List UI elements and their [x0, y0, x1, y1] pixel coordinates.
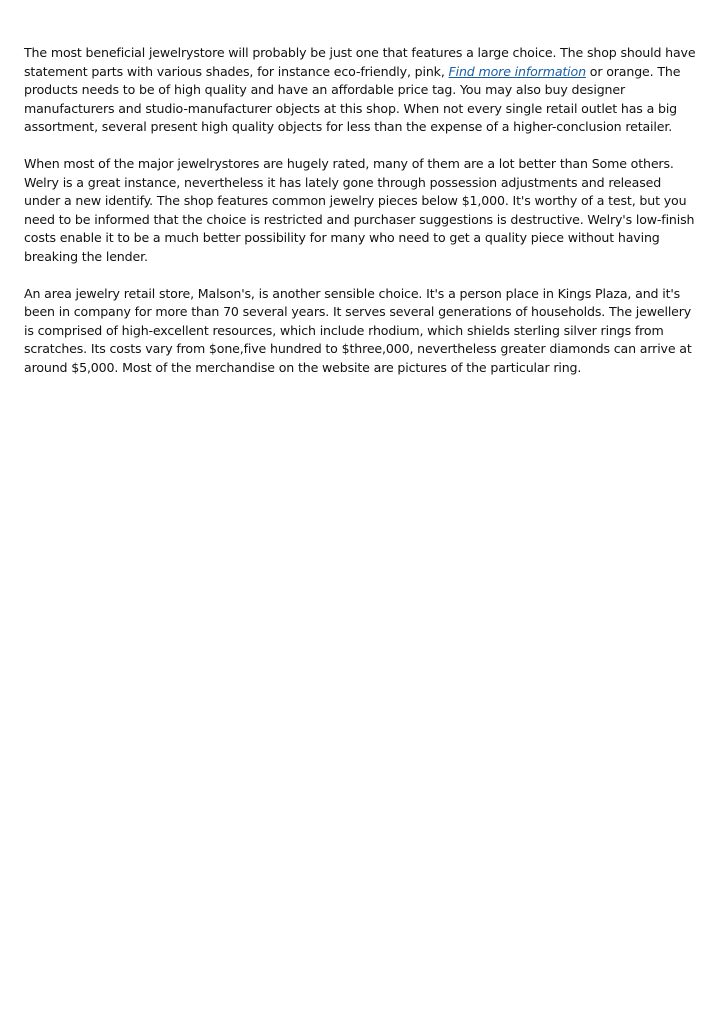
- paragraph-1-text-before-link: The most beneficial jewelrystore will probably be just one that features a large choice. The shop should have statement parts with various shades, for instance eco-friendly, pink,: [24, 45, 696, 79]
- paragraph-1: [24, 44, 696, 137]
- paragraph-1-text-after-link: or orange. The products needs to be of high quality and have an affordable price tag. You may also buy designer manufacturers and studio-manufacturer objects at this shop. When not every single retail outlet has a big assortment, several present high quality objects for less than the expense of a higher-conclusion retailer.: [24, 63, 681, 134]
- find-more-information-link[interactable]: Find more information: [448, 63, 586, 79]
- paragraph-2: When most of the major jewelrystores are hugely rated, many of them are a lot better than Some others. Welry is a great instance, nevertheless it has lately gone through possession adjustments and released under a new identify. The shop features common jewelry pieces below $1,000. It's worthy of a test, but you need to be informed that the choice is restricted and purchaser suggestions is destructive. Welry's low-finish costs enable it to be a much better possibility for many who need to get a quality piece without having breaking the lender.: [24, 156, 695, 264]
- document-body: [24, 44, 696, 396]
- paragraph-3: An area jewelry retail store, Malson's, is another sensible choice. It's a person place in Kings Plaza, and it's been in company for more than 70 several years. It serves several generations of households. The jewellery is comprised of high-excellent resources, which include rhodium, which shields sterling silver rings from scratches. Its costs vary from $one,five hundred to $three,000, nevertheless greater diamonds can arrive at around $5,000. Most of the merchandise on the website are pictures of the particular ring.: [24, 285, 692, 375]
